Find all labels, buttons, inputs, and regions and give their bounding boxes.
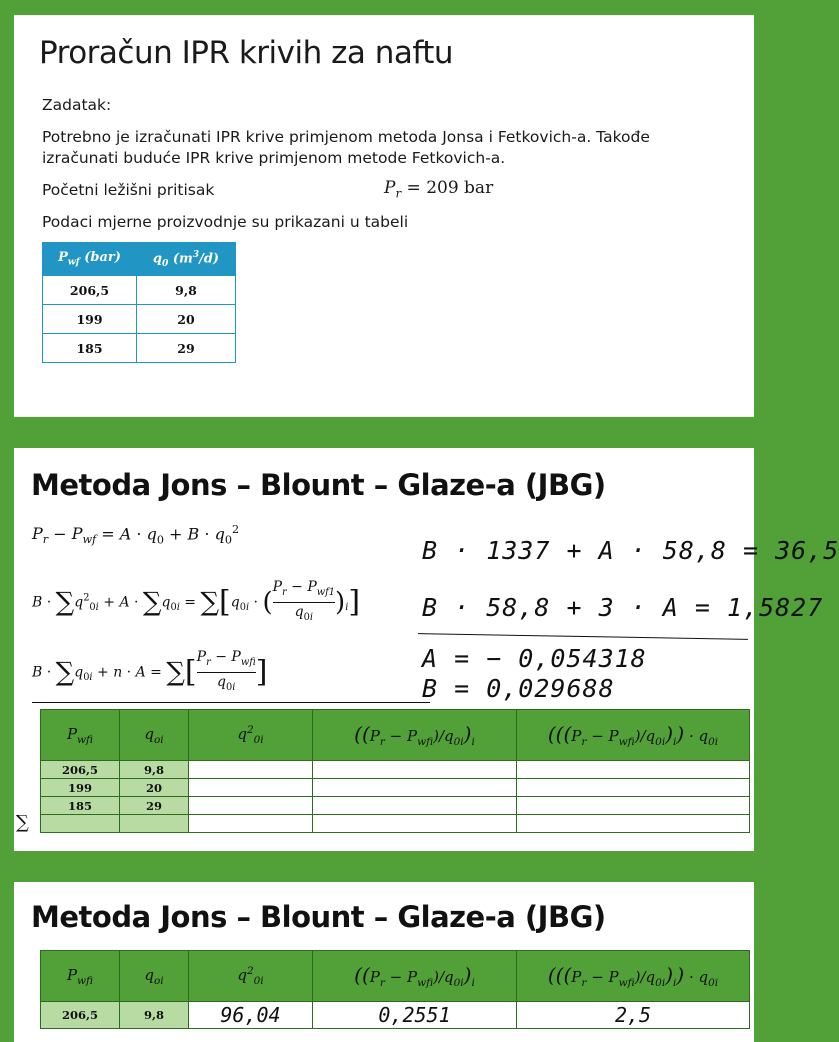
cell-empty xyxy=(517,797,750,815)
pressure-equation: $P_r = 209$ bar xyxy=(384,178,494,201)
cell-pwfi: 199 xyxy=(41,779,120,797)
cell-qoi: 20 xyxy=(120,779,189,797)
pressure-label: Početni ležišni pritisak xyxy=(42,181,215,199)
cell-sum xyxy=(189,815,313,833)
cell-pwfi: 185 xyxy=(41,797,120,815)
cell-empty xyxy=(313,797,517,815)
handwritten-underline xyxy=(418,633,748,640)
cell-qoi: 9,8 xyxy=(120,1002,189,1029)
cell-q0i-squared: 96,04 xyxy=(189,1002,313,1029)
sum-symbol: ∑ xyxy=(16,812,29,833)
header-ratio-times-q: $(((P_r - P_{wfi})/q_{0i})_i) \cdot q_{0i}$ xyxy=(517,951,750,1002)
task-heading: Zadatak: xyxy=(42,96,112,114)
cell-ratio-times-q: 2,5 xyxy=(517,1002,750,1029)
header-ratio-times-q: $(((P_r - P_{wfi})/q_{0i})_i) \cdot q_{0i}$ xyxy=(517,710,750,761)
slide-title: Metoda Jons – Blount – Glaze-a (JBG) xyxy=(31,900,606,934)
cell-empty xyxy=(189,797,313,815)
sum-row xyxy=(41,815,750,833)
cell-empty xyxy=(517,761,750,779)
divider xyxy=(32,702,430,703)
equation-1: $P_r - P_{wf} = A \cdot q_0 + B \cdot q_0^2$ xyxy=(32,523,240,547)
jbg-table-filled xyxy=(40,950,750,1029)
cell-sum xyxy=(41,815,120,833)
cell-empty xyxy=(313,761,517,779)
cell-pwf: 185 xyxy=(43,334,137,363)
cell-pwf: 199 xyxy=(43,305,137,334)
cell-q0: 29 xyxy=(137,334,236,363)
cell-empty xyxy=(517,779,750,797)
task-text-line2: izračunati buduće IPR krive primjenom metode Fetkovich-a. xyxy=(42,149,506,167)
header-pwfi: $P_{wfi}$ xyxy=(41,710,120,761)
cell-q0: 20 xyxy=(137,305,236,334)
header-ratio: $((P_r - P_{wfi})/q_{0i})_i$ xyxy=(313,710,517,761)
cell-sum xyxy=(517,815,750,833)
table-row xyxy=(41,779,750,797)
header-q0: $q_0$ $(m^3/d)$ xyxy=(137,243,236,276)
handwritten-eq-1: B · 1337 + A · 58,8 = 36,5 xyxy=(422,536,839,565)
slide-1 xyxy=(14,15,754,417)
cell-sum xyxy=(313,815,517,833)
table-row xyxy=(43,305,236,334)
table-row xyxy=(41,797,750,815)
slide-title: Metoda Jons – Blount – Glaze-a (JBG) xyxy=(31,468,606,502)
table-intro: Podaci mjerne proizvodnje su prikazani u tabeli xyxy=(42,213,409,231)
slide-3 xyxy=(14,882,754,1042)
cell-sum xyxy=(120,815,189,833)
handwritten-B: B = 0,029688 xyxy=(422,674,615,703)
equation-3: $B \cdot \sum q_{0i} + n \cdot A$ = ∑[ $P_r - P_{wfi}$ $q_{0i}$ ] xyxy=(32,649,268,693)
cell-pwfi: 206,5 xyxy=(41,1002,120,1029)
header-qoi: $q_{oi}$ xyxy=(120,951,189,1002)
cell-qoi: 9,8 xyxy=(120,761,189,779)
cell-qoi: 29 xyxy=(120,797,189,815)
task-text-line1: Potrebno je izračunati IPR krive primjenom metoda Jonsa i Fetkovich-a. Takođe xyxy=(42,128,650,146)
table-row xyxy=(43,334,236,363)
cell-empty xyxy=(189,761,313,779)
header-qoi: $q_{oi}$ xyxy=(120,710,189,761)
table-row xyxy=(43,276,236,305)
cell-empty xyxy=(313,779,517,797)
header-ratio: $((P_r - P_{wfi})/q_{0i})_i$ xyxy=(313,951,517,1002)
table-row xyxy=(41,1002,750,1029)
cell-ratio: 0,2551 xyxy=(313,1002,517,1029)
cell-pwf: 206,5 xyxy=(43,276,137,305)
measurement-table xyxy=(42,242,236,363)
cell-q0: 9,8 xyxy=(137,276,236,305)
table-row xyxy=(41,761,750,779)
slide-title: Proračun IPR krivih za naftu xyxy=(39,35,454,71)
jbg-table xyxy=(40,709,750,833)
handwritten-eq-2: B · 58,8 + 3 · A = 1,5827 xyxy=(422,593,824,622)
handwritten-A: A = − 0,054318 xyxy=(422,644,647,673)
cell-pwfi: 206,5 xyxy=(41,761,120,779)
slide-2 xyxy=(14,448,839,851)
header-pwfi: $P_{wfi}$ xyxy=(41,951,120,1002)
header-q0i-squared: $q^2_{0i}$ xyxy=(189,951,313,1002)
header-q0i-squared: $q^2_{0i}$ xyxy=(189,710,313,761)
equation-2: $B \cdot \sum q^2_{0i} + A \cdot \sum q_{0i} = \sum[q_{0i}$ · ( $P_r - P_{wf1}$ $q_{0i}$ )$_i$] xyxy=(32,579,361,623)
cell-empty xyxy=(189,779,313,797)
header-pwf: $P_{wf}$ (bar) xyxy=(43,243,137,276)
